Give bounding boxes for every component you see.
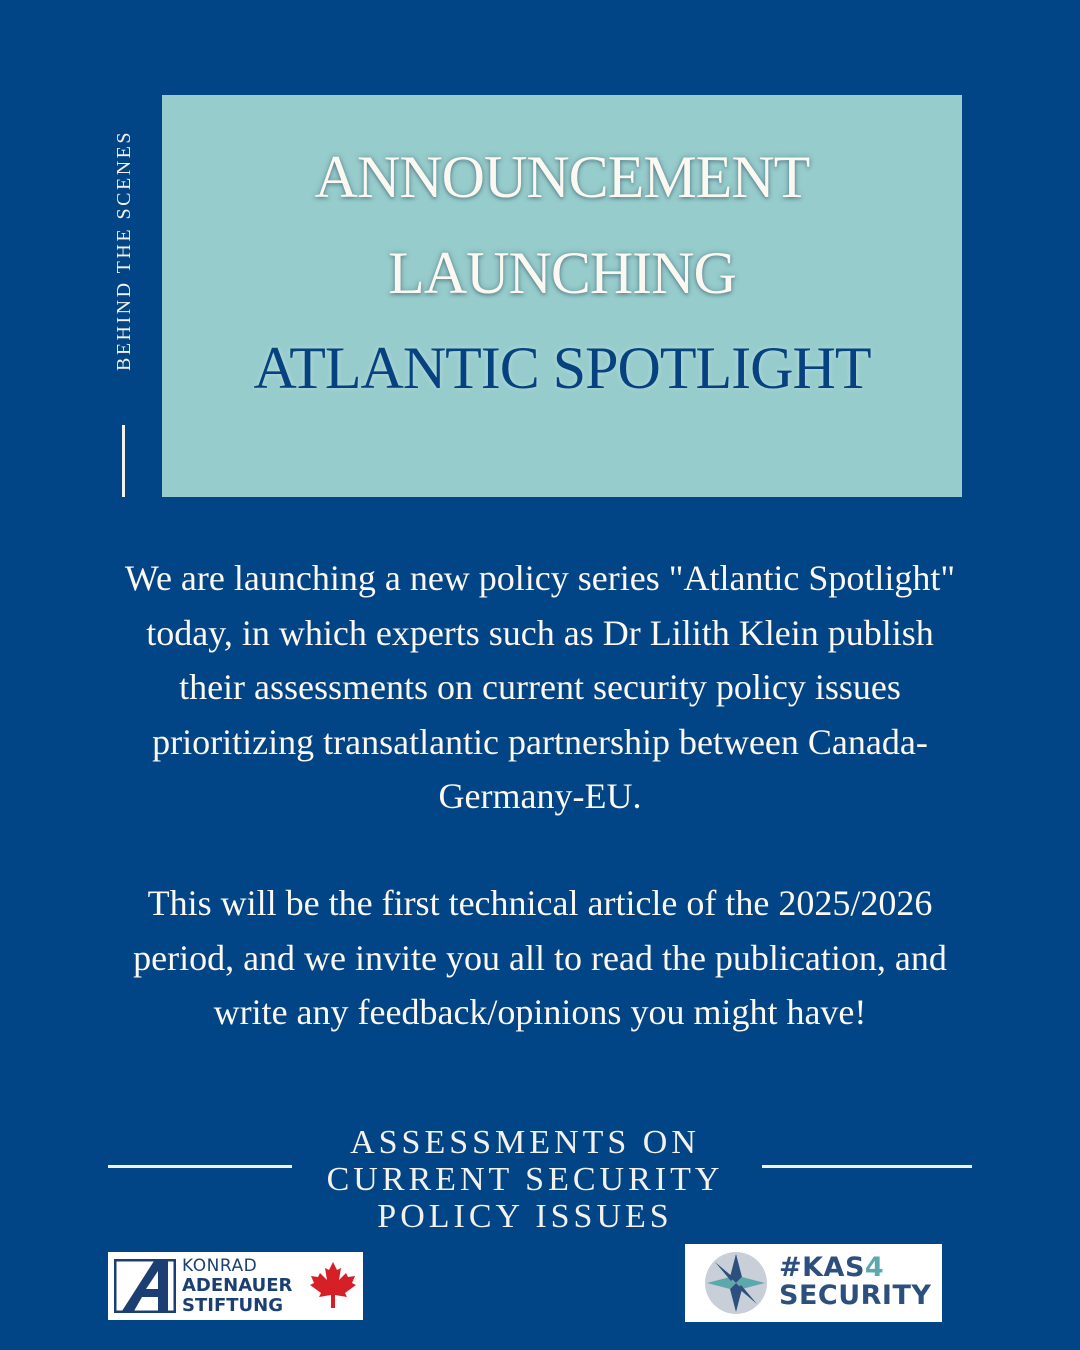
hero-title-announcement: ANNOUNCEMENT: [314, 144, 810, 210]
kas4security-logo: [685, 1244, 942, 1322]
hero-box: [162, 95, 962, 497]
kas-a-mark-icon: [114, 1259, 176, 1313]
body-paragraph-1-line: today, in which experts such as Dr Lilith Klein publish: [146, 612, 934, 653]
body-paragraph-2: [40, 876, 1040, 1040]
body-paragraph-1-line: We are launching a new policy series "Atlantic Spotlight": [124, 558, 956, 598]
kas-wordmark: [182, 1256, 292, 1316]
tagline-line: ASSESSMENTS ON: [350, 1124, 700, 1161]
body-paragraph-2-line: period, and we invite you all to read the publication, and: [133, 937, 947, 978]
side-label-text: BEHIND THE SCENES: [113, 129, 136, 371]
body-paragraph-2-line: This will be the first technical article of the 2025/2026: [147, 883, 933, 923]
kas4security-hash-kas: #KAS: [779, 1252, 865, 1283]
tagline-line: CURRENT SECURITY: [326, 1161, 724, 1198]
kas4security-wordmark: [779, 1254, 931, 1310]
body-paragraph-2-line: write any feedback/opinions you might have!: [213, 992, 867, 1032]
compass-star-icon: [701, 1250, 771, 1316]
side-label: [110, 95, 140, 405]
kas-wordmark-line: KONRAD: [182, 1256, 258, 1276]
side-label-divider: [122, 425, 125, 497]
maple-leaf-icon: [308, 1260, 358, 1310]
tagline-divider-left: [108, 1165, 292, 1168]
hero-title-launching: LAUNCHING: [388, 240, 736, 306]
kas4security-security: SECURITY: [779, 1280, 932, 1311]
body-paragraph-1-line: their assessments on current security policy issues: [179, 667, 901, 707]
hero-title-atlantic-spotlight: ATLANTIC SPOTLIGHT: [253, 335, 871, 401]
tagline-divider-right: [762, 1165, 972, 1168]
kas-wordmark-line: STIFTUNG: [182, 1295, 283, 1316]
tagline-line: POLICY ISSUES: [377, 1198, 673, 1235]
kas4security-number: 4: [864, 1252, 885, 1283]
body-paragraph-1-line: Germany-EU.: [438, 776, 642, 816]
kas-wordmark-line: ADENAUER: [182, 1275, 293, 1296]
konrad-adenauer-stiftung-logo: [108, 1252, 363, 1320]
body-paragraph-1: [40, 551, 1040, 824]
tagline: [300, 1124, 750, 1235]
body-paragraph-1-line: prioritizing transatlantic partnership between Canada-: [152, 721, 928, 762]
